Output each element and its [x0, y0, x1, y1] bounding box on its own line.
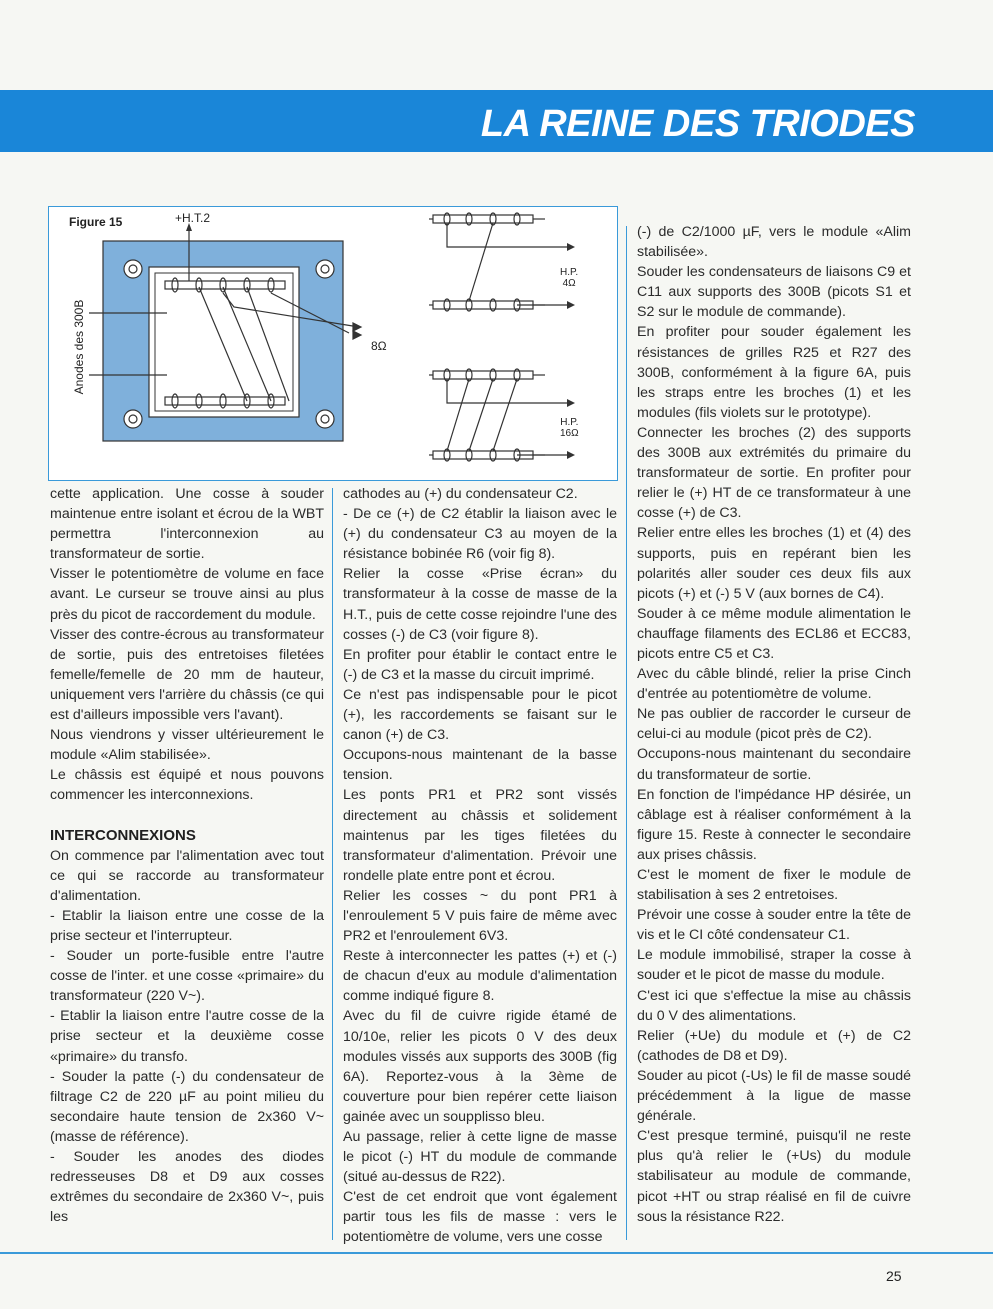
- impedance-8-label: 8Ω: [371, 339, 387, 353]
- paragraph: Souder à ce même module alimentation le chauffage filaments des ECL86 et ECC83, picots entre C5 et C3.: [637, 605, 911, 662]
- paragraph: - De ce (+) de C2 établir la liaison avec le (+) du condensateur C3 au moyen de la résistance bobinée R6 (voir fig 8).: [343, 506, 617, 563]
- paragraph: Relier entre elles les broches (1) et (4) des supports, puis en repérant bien les polarités aller souder ces deux fils aux picots (+) et (-) 5 V (aux bornes de C4).: [637, 525, 911, 602]
- paragraph: Le module immobilisé, straper la cosse à souder et le picot de masse du module.: [637, 947, 911, 984]
- paragraph: C'est le moment de fixer le module de stabilisation à ses 2 entretoises.: [637, 867, 911, 904]
- page-title: LA REINE DES TRIODES: [480, 103, 915, 145]
- paragraph: Prévoir une cosse à souder entre la tête de vis et le CI côté condensateur C1.: [637, 907, 911, 944]
- paragraph: C'est ici que s'effectue la mise au châssis du 0 V des alimentations.: [637, 987, 911, 1024]
- column-rule-2: [626, 226, 627, 1240]
- paragraph: Visser des contre-écrous au transformateur de sortie, puis des entretoises filetées femelle/femelle de 20 mm de hauteur, uniquement vers l'arrière du châssis (ce qui est d'ailleurs impossible vers l'avant).: [50, 626, 324, 724]
- paragraph: Souder au picot (-Us) le fil de masse soudé précédemment à la ligue de masse générale.: [637, 1067, 911, 1125]
- paragraph: Occupons-nous maintenant de la basse tension.: [343, 747, 617, 784]
- paragraph: Relier les cosses ~ du pont PR1 à l'enroulement 5 V puis faire de même avec PR2 et l'enroulement 6V3.: [343, 887, 617, 945]
- hp-16-label: [560, 417, 579, 439]
- text-column-2: [343, 484, 617, 1248]
- column-rule-1: [332, 488, 333, 1240]
- paragraph: Relier la cosse «Prise écran» du transformateur à la cosse de masse de la H.T., puis de cette cosse rejoindre l'une des cosses (-) de C3 (voir figure 8).: [343, 566, 617, 643]
- page-number: 25: [886, 1268, 902, 1284]
- paragraph: Avec du fil de cuivre rigide étamé de 10/10e, relier les picots 0 V des deux modules vissés aux supports des 300B (fig 6A). Reportez-vous à la 3ème de couverture pour bien repérer cette liaison gainée avec un soupplisso bleu.: [343, 1008, 617, 1125]
- paragraph: Nous viendrons y visser ultérieurement le module «Alim stabilisée».: [50, 727, 324, 764]
- paragraph: - Etablir la liaison entre l'autre cosse de la prise secteur et la deuxième cosse «primaire» du transfo.: [50, 1008, 324, 1065]
- paragraph: (-) de C2/1000 µF, vers le module «Alim stabilisée».: [637, 224, 911, 261]
- hp-4-title: H.P.: [560, 267, 579, 278]
- hp-16-impedance: 16Ω: [560, 428, 579, 439]
- ht2-label: +H.T.2: [175, 211, 211, 225]
- paragraph: - Etablir la liaison entre une cosse de la prise secteur et l'interrupteur.: [50, 907, 324, 944]
- paragraph: En profiter pour souder également les résistances de grilles R25 et R27 des 300B, conformément à la figure 6A, puis les straps entre les broches (1) et les modules (fils violets sur le prototype).: [637, 324, 911, 421]
- paragraph: Occupons-nous maintenant du secondaire du transformateur de sortie.: [637, 746, 911, 783]
- text-column-3: [637, 222, 911, 1227]
- section-heading: INTERCONNEXIONS: [50, 826, 196, 844]
- hp-4-impedance: 4Ω: [562, 278, 576, 289]
- hp-16-title: H.P.: [560, 417, 579, 428]
- transformer-wiring-diagram: [49, 207, 617, 479]
- figure-label: Figure 15: [69, 215, 123, 229]
- paragraph: On commence par l'alimentation avec tout ce qui se raccorde au transformateur d'alimentation.: [50, 847, 324, 904]
- paragraph: Ce n'est pas indispensable pour le picot (+), les raccordements se faisant sur le canon (+) de C3.: [343, 686, 617, 744]
- paragraph: Ne pas oublier de raccorder le curseur de celui-ci au module (picot près de C2).: [637, 706, 911, 743]
- text-column-1: [50, 484, 324, 1227]
- paragraph: Relier (+Ue) du module et (+) de C2 (cathodes de D8 et D9).: [637, 1027, 911, 1064]
- paragraph: En fonction de l'impédance HP désirée, un câblage est à réaliser conformément à la figure 15. Reste à connecter le secondaire aux prises châssis.: [637, 786, 911, 863]
- paragraph: Au passage, relier à cette ligne de masse le picot (-) HT du module de commande (situé au-dessus de R22).: [343, 1129, 617, 1186]
- paragraph: cathodes au (+) du condensateur C2.: [343, 486, 578, 502]
- paragraph: Les ponts PR1 et PR2 sont vissés directement au châssis et solidement maintenus par les tiges filetées du transformateur d'alimentation. Prévoir une rondelle plate entre pont et écrou.: [343, 787, 617, 884]
- figure-15: [48, 206, 618, 481]
- paragraph: Visser le potentiomètre de volume en face avant. Le curseur se trouve ainsi au plus près du picot de raccordement du module.: [50, 566, 324, 623]
- paragraph: - Souder les anodes des diodes redresseuses D8 et D9 aux cosses extrêmes du secondaire de 2x360 V~, puis les: [50, 1149, 324, 1226]
- hp-4-label: [560, 267, 578, 289]
- paragraph: - Souder un porte-fusible entre l'autre cosse de l'inter. et une cosse «primaire» du transformateur (220 V~).: [50, 948, 324, 1005]
- footer-rule: [0, 1252, 993, 1254]
- anodes-label: Anodes des 300B: [72, 299, 86, 395]
- paragraph: C'est de cet endroit que vont également partir tous les fils de masse : vers le potentiomètre de volume, vers une cosse: [343, 1189, 617, 1246]
- paragraph: Reste à interconnecter les pattes (+) et (-) de chacun d'eux au module d'alimentation comme indiqué figure 8.: [343, 948, 617, 1005]
- paragraph: Souder les condensateurs de liaisons C9 et C11 aux supports des 300B (picots S1 et S2 sur le module de commande).: [637, 264, 911, 321]
- paragraph: C'est presque terminé, puisqu'il ne reste plus qu'à relier le (+Us) du module stabilisateur au module de commande, picot +HT ou strap réalisé en fil de cuivre sous la résistance R22.: [637, 1128, 911, 1225]
- paragraph: - Souder la patte (-) du condensateur de filtrage C2 de 220 µF au point milieu du secondaire haute tension de 2x360 V~ (masse de référence).: [50, 1068, 324, 1145]
- paragraph: Le châssis est équipé et nous pouvons commencer les interconnexions.: [50, 767, 324, 804]
- paragraph: Avec du câble blindé, relier la prise Cinch d'entrée au potentiomètre de volume.: [637, 666, 911, 703]
- paragraph: En profiter pour établir le contact entre le (-) de C3 et la masse du circuit imprimé.: [343, 646, 617, 683]
- paragraph: Connecter les broches (2) des supports des 300B aux extrémités du primaire du transformateur de sortie. En profiter pour relier le (+) HT de ce transformateur à une cosse (+) de C3.: [637, 424, 911, 522]
- paragraph: cette application. Une cosse à souder maintenue entre isolant et écrou de la WBT permettra l'interconnexion au transformateur de sortie.: [50, 486, 324, 563]
